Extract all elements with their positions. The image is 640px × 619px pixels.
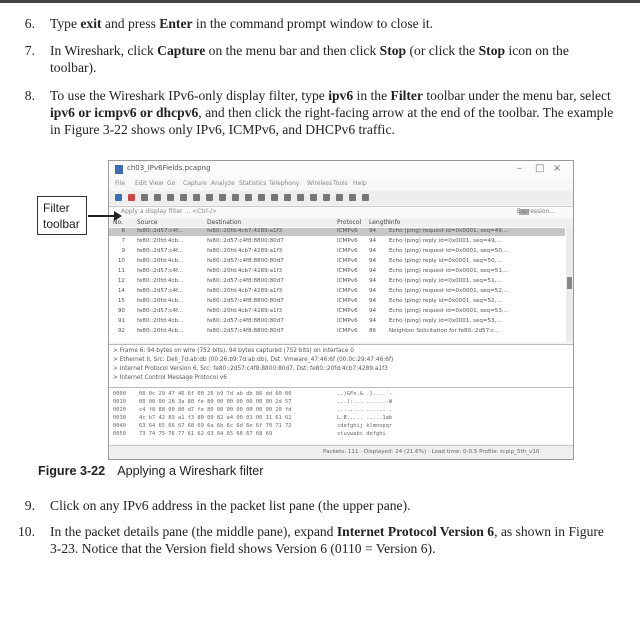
figure-caption <box>38 464 263 478</box>
bytes-ascii: cdefghij klmnopqr <box>337 423 393 429</box>
column-header-source[interactable]: Source <box>137 219 158 226</box>
scrollbar-thumb[interactable] <box>567 277 572 289</box>
step-ui-term: exit <box>80 16 102 31</box>
packet-cell: fe80::20fd:4cb... <box>137 298 184 304</box>
bytes-ascii: ..)GFo.& .}....`. <box>337 391 393 397</box>
callout-line-1: Filter <box>43 201 70 215</box>
colorize-icon[interactable] <box>310 194 317 201</box>
packet-cell: 94 <box>369 278 377 284</box>
packet-cell: fe80::2d57:c4f8:8800:80d7 <box>207 238 284 244</box>
packet-cell: fe80::2d57:c4f... <box>137 228 183 234</box>
packet-cell: ICMPv6 <box>337 298 358 304</box>
restart-capture-icon[interactable] <box>141 194 148 201</box>
callout-line-2: toolbar <box>43 217 80 231</box>
resize-columns-icon[interactable] <box>362 194 369 201</box>
callout-arrow-icon <box>114 211 122 221</box>
packet-cell: fe80::2d57:c4f... <box>137 248 183 254</box>
wireshark-fin-icon <box>115 165 123 174</box>
packet-row[interactable] <box>109 268 565 276</box>
packet-cell: 92 <box>117 328 125 334</box>
packet-cell: 7 <box>121 238 125 244</box>
step-text-run: in the command prompt window to close it. <box>192 16 434 31</box>
packet-row[interactable] <box>109 318 565 326</box>
packet-cell: 15 <box>117 298 125 304</box>
packet-bytes-pane <box>109 387 573 444</box>
menu-item-tools[interactable]: Tools <box>333 180 348 187</box>
find-icon[interactable] <box>219 194 226 201</box>
packet-cell: 94 <box>369 258 377 264</box>
bytes-offset: 0010 <box>113 399 126 405</box>
packet-cell: 94 <box>369 248 377 254</box>
filter-toolbar-callout <box>37 196 87 235</box>
packet-row[interactable] <box>109 248 565 256</box>
packet-cell: Echo (ping) request id=0x0001, seq=49,... <box>389 228 510 234</box>
last-packet-icon[interactable] <box>284 194 291 201</box>
bytes-offset: 0000 <box>113 391 126 397</box>
step-text-run: Type <box>50 16 81 31</box>
go-forward-icon[interactable] <box>245 194 252 201</box>
zoom-in-icon[interactable] <box>323 194 330 201</box>
packet-cell: Echo (ping) reply id=0x0001, seq=53,... <box>389 318 502 324</box>
packet-cell: fe80::20fd:4cb... <box>137 238 184 244</box>
minimize-icon[interactable]: – <box>517 163 522 174</box>
close-file-icon[interactable] <box>193 194 200 201</box>
packet-cell: Echo (ping) reply id=0x0001, seq=52,... <box>389 298 502 304</box>
packet-cell: fe80::20fd:4cb7:4289:a1f3 <box>207 308 283 314</box>
step-ui-term: Stop <box>379 43 407 58</box>
packet-cell: 94 <box>369 238 377 244</box>
packet-cell: ICMPv6 <box>337 268 358 274</box>
packet-cell: Echo (ping) request id=0x0001, seq=51,... <box>389 268 510 274</box>
menu-item-telephony[interactable]: Telephony <box>269 180 300 187</box>
reload-icon[interactable] <box>206 194 213 201</box>
packet-cell: 91 <box>117 318 125 324</box>
step-item <box>0 15 640 33</box>
packet-cell: Echo (ping) reply id=0x0001, seq=51,... <box>389 278 502 284</box>
packet-detail-item[interactable]: > Frame 6: 94 bytes on wire (752 bits), 94 bytes captured (752 bits) on interface 0 <box>113 348 354 354</box>
step-text-run: in the <box>353 88 391 103</box>
bytes-hex: 63 64 65 66 67 68 69 6a 6b 6c 6d 6e 6f 70 71 72 <box>139 423 292 429</box>
step-number: 9. <box>24 498 35 513</box>
menu-item-capture[interactable]: Capture <box>183 180 207 187</box>
packet-list-pane <box>109 218 573 342</box>
packet-cell: 9 <box>121 248 125 254</box>
packet-cell: 6 <box>121 228 125 234</box>
bytes-hex: 73 74 75 76 77 61 62 63 64 65 66 67 68 69 <box>139 431 273 437</box>
autoscroll-icon[interactable] <box>297 194 304 201</box>
packet-list-header <box>109 218 573 227</box>
open-file-icon[interactable] <box>167 194 174 201</box>
column-header-info[interactable]: Info <box>389 219 401 226</box>
callout-pointer-line <box>88 215 116 217</box>
packet-row[interactable] <box>109 238 565 246</box>
step-text-run: In Wireshark, click <box>50 43 158 58</box>
packet-cell: 12 <box>117 278 125 284</box>
start-capture-icon[interactable] <box>115 194 122 201</box>
status-text: Packets: 111 · Displayed: 24 (21.6%) · Load time: 0:0.5 Profile: tcpip_5th_v10 <box>323 449 540 455</box>
packet-cell: fe80::2d57:c4f8:8800:80d7 <box>207 318 284 324</box>
zoom-out-icon[interactable] <box>336 194 343 201</box>
step-number: 10. <box>18 524 35 539</box>
go-to-packet-icon[interactable] <box>258 194 265 201</box>
bytes-hex: c4 f8 88 00 80 d7 fe 80 00 00 00 00 00 00 20 fd <box>139 407 292 413</box>
packet-cell: 94 <box>369 228 377 234</box>
step-text-run: on the menu bar and then click <box>205 43 380 58</box>
menu-item-wireless[interactable]: Wireless <box>307 180 333 187</box>
step-number: 6. <box>24 16 35 31</box>
packet-row[interactable] <box>109 308 565 316</box>
packet-row[interactable] <box>109 278 565 286</box>
column-header-destination[interactable]: Destination <box>207 219 242 226</box>
packet-details-pane <box>109 344 573 387</box>
step-text-run: , and then click the right-facing arrow at the end of the toolbar. The example in Figure 3-22 shows only IPv6, ICMPv6, and DHCPv6 traffic. <box>50 105 614 137</box>
page-top-rule <box>0 0 640 3</box>
step-ui-term: ipv6 <box>328 88 354 103</box>
bytes-offset: 0040 <box>113 423 126 429</box>
step-text-run: To use the Wireshark IPv6-only display filter, type <box>50 88 329 103</box>
packet-cell: ICMPv6 <box>337 258 358 264</box>
step-item <box>0 523 640 559</box>
step-ui-term: Stop <box>478 43 506 58</box>
packet-row[interactable] <box>109 258 565 266</box>
column-header-protocol[interactable]: Protocol <box>337 219 362 226</box>
packet-detail-item[interactable]: > Ethernet II, Src: Dell_7d:ab:db (00:26:b9:7d:ab:db), Dst: Vmware_47:46:6f (00:0c:29:47:46:6f) <box>113 357 394 363</box>
bytes-hex: 00 00 00 28 3a 80 fe 80 00 00 00 00 00 00 2d 57 <box>139 399 292 405</box>
packet-cell: fe80::20fd:4cb7:4289:a1f3 <box>207 248 283 254</box>
packet-cell: Echo (ping) request id=0x0001, seq=53,... <box>389 308 510 314</box>
step-item <box>0 497 640 515</box>
packet-cell: fe80::20fd:4cb... <box>137 258 184 264</box>
column-header-length[interactable]: Length <box>369 219 390 226</box>
step-text-run: Click on any IPv6 address in the packet list pane (the upper pane). <box>50 498 411 513</box>
menu-item-edit[interactable]: Edit <box>135 180 147 187</box>
packet-cell: Echo (ping) reply id=0x0001, seq=50,... <box>389 258 502 264</box>
step-text-run: (or click the <box>406 43 479 58</box>
step-number: 8. <box>24 88 35 103</box>
main-toolbar <box>109 191 573 205</box>
packet-cell: ICMPv6 <box>337 288 358 294</box>
step-text <box>50 15 615 32</box>
step-text-run: and press <box>101 16 160 31</box>
step-item <box>0 87 640 141</box>
packet-detail-item[interactable]: > Internet Control Message Protocol v6 <box>113 375 227 381</box>
figure-caption-text: Applying a Wireshark filter <box>117 464 264 478</box>
bytes-ascii: ........ ...... . <box>337 407 393 413</box>
bytes-ascii: stuvwabc defghi <box>337 431 386 437</box>
packet-cell: ICMPv6 <box>337 278 358 284</box>
packet-cell: fe80::2d57:c4f... <box>137 288 183 294</box>
menu-bar <box>109 179 573 190</box>
packet-cell: 86 <box>369 328 377 334</box>
packet-cell: Echo (ping) request id=0x0001, seq=50,... <box>389 248 510 254</box>
packet-cell: fe80::2d57:c4f... <box>137 308 183 314</box>
packet-cell: 11 <box>117 268 125 274</box>
packet-cell: ICMPv6 <box>337 318 358 324</box>
packet-cell: 94 <box>369 318 377 324</box>
bytes-offset: 0020 <box>113 407 126 413</box>
normal-size-icon[interactable] <box>349 194 356 201</box>
status-bar <box>109 445 573 459</box>
menu-item-help[interactable]: Help <box>353 180 367 187</box>
step-text-run: In the packet details pane (the middle pane), expand <box>50 524 337 539</box>
expression-button[interactable]: Expression... <box>516 208 555 215</box>
packet-cell: ICMPv6 <box>337 248 358 254</box>
step-ui-term: ipv6 or icmpv6 or dhcpv6 <box>50 105 199 120</box>
packet-cell: ICMPv6 <box>337 238 358 244</box>
packet-detail-item[interactable]: > Internet Protocol Version 6, Src: fe80::2d57:c4f8:8800:80d7, Dst: fe80::20fd:4cb7:4289:a1f3 <box>113 366 388 372</box>
packet-list-scrollbar[interactable] <box>566 227 573 342</box>
packet-cell: Neighbor Solicitation for fe80::2d57:c... <box>389 328 500 334</box>
step-text-run: toolbar under the menu bar, select <box>423 88 611 103</box>
packet-cell: ICMPv6 <box>337 228 358 234</box>
packet-cell: fe80::2d57:c4f8:8800:80d7 <box>207 278 284 284</box>
bytes-hex: 00 0c 29 47 46 6f 00 26 b9 7d ab db 86 dd 60 00 <box>139 391 292 397</box>
step-ui-term: Enter <box>159 16 193 31</box>
packet-row[interactable] <box>109 228 565 236</box>
filter-input[interactable]: Apply a display filter ... <Ctrl-/> <box>121 208 218 215</box>
packet-row[interactable] <box>109 288 565 296</box>
bytes-ascii: L.B..... .....1ab <box>337 415 393 421</box>
packet-cell: 14 <box>117 288 125 294</box>
packet-row[interactable] <box>109 298 565 306</box>
menu-item-analyze[interactable]: Analyze <box>211 180 235 187</box>
step-item <box>0 42 640 78</box>
figure-label: Figure 3-22 <box>38 464 106 478</box>
column-header-no[interactable]: No. <box>113 219 123 226</box>
first-packet-icon[interactable] <box>271 194 278 201</box>
menu-item-go[interactable]: Go <box>167 180 176 187</box>
packet-cell: fe80::20fd:4cb... <box>137 318 184 324</box>
step-text <box>50 523 615 557</box>
packet-cell: ICMPv6 <box>337 308 358 314</box>
step-text <box>50 87 615 138</box>
step-text <box>50 497 615 514</box>
go-back-icon[interactable] <box>232 194 239 201</box>
packet-cell: fe80::2d57:c4f8:8800:80d7 <box>207 328 284 334</box>
window-titlebar <box>109 161 573 179</box>
packet-cell: Echo (ping) request id=0x0001, seq=52,... <box>389 288 510 294</box>
packet-cell: ICMPv6 <box>337 328 358 334</box>
stop-capture-icon[interactable] <box>128 194 135 201</box>
bytes-offset: 0050 <box>113 431 126 437</box>
packet-cell: fe80::2d57:c4f8:8800:80d7 <box>207 258 284 264</box>
packet-cell: 94 <box>369 268 377 274</box>
step-text <box>50 42 615 76</box>
window-title: ch03_IPv6Fields.pcapng <box>127 164 211 172</box>
step-ui-term: Internet Protocol Version 6 <box>336 524 495 539</box>
packet-cell: fe80::20fd:4cb7:4289:a1f3 <box>207 228 283 234</box>
step-number: 7. <box>24 43 35 58</box>
options-icon[interactable] <box>154 194 161 201</box>
bytes-hex: 4c b7 42 89 a1 f3 80 00 82 e4 00 01 00 31 61 62 <box>139 415 292 421</box>
packet-cell: fe80::2d57:c4f... <box>137 268 183 274</box>
step-ui-term: Filter <box>390 88 423 103</box>
menu-item-view[interactable]: View <box>149 180 164 187</box>
step-text-run: , as shown in Figure 3-23. Notice that the Version field shows Version 6 (0110 = Version 6). <box>50 524 604 556</box>
menu-item-statistics[interactable]: Statistics <box>239 180 267 187</box>
save-file-icon[interactable] <box>180 194 187 201</box>
bytes-offset: 0030 <box>113 415 126 421</box>
packet-cell: Echo (ping) reply id=0x0001, seq=49,... <box>389 238 502 244</box>
packet-cell: 94 <box>369 308 377 314</box>
packet-cell: fe80::2d57:c4f8:8800:80d7 <box>207 298 284 304</box>
packet-row[interactable] <box>109 328 565 336</box>
packet-cell: fe80::20fd:4cb... <box>137 328 184 334</box>
packet-cell: 10 <box>117 258 125 264</box>
packet-cell: fe80::20fd:4cb... <box>137 278 184 284</box>
wireshark-screenshot <box>108 160 574 460</box>
packet-cell: 94 <box>369 298 377 304</box>
close-icon[interactable]: × <box>553 163 562 174</box>
packet-cell: 94 <box>369 288 377 294</box>
step-text-run: icon on the toolbar). <box>50 43 569 75</box>
packet-cell: 90 <box>117 308 125 314</box>
packet-cell: fe80::20fd:4cb7:4289:a1f3 <box>207 268 283 274</box>
maximize-icon[interactable]: □ <box>535 163 545 174</box>
bytes-ascii: ...(:... ......-W <box>337 399 393 405</box>
step-ui-term: Capture <box>157 43 206 58</box>
menu-item-file[interactable]: File <box>115 180 126 187</box>
packet-cell: fe80::20fd:4cb7:4289:a1f3 <box>207 288 283 294</box>
